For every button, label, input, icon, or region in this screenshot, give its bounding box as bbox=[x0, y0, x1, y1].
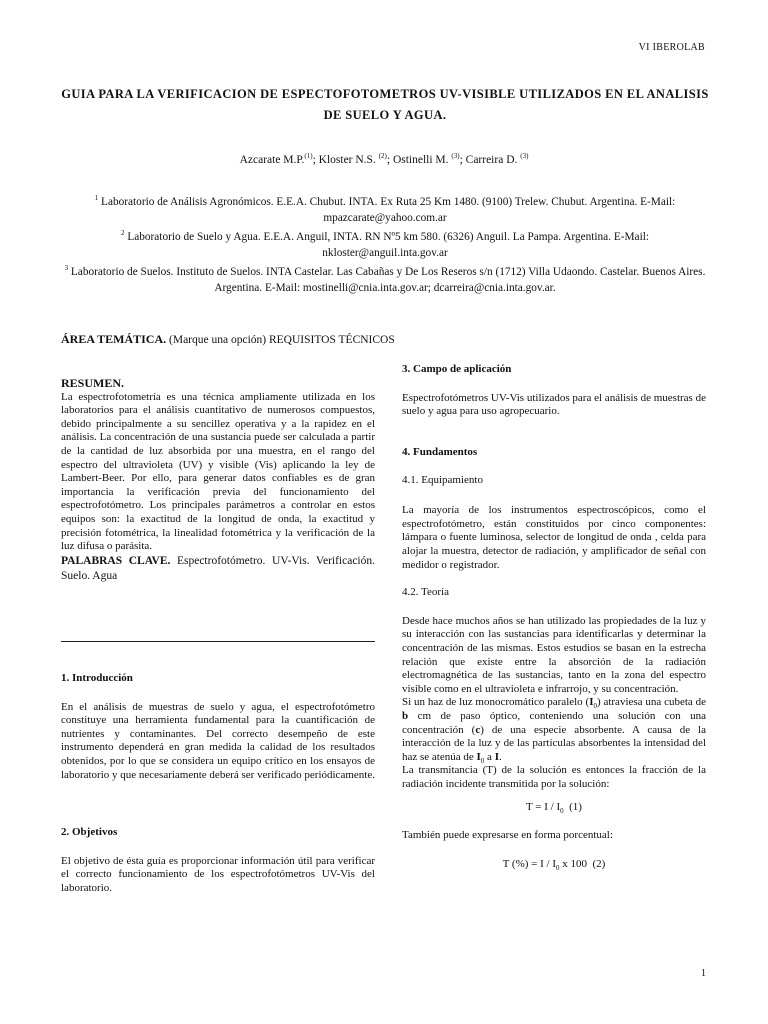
equation-2-body: T (%) = I / I bbox=[502, 857, 557, 870]
affiliation-2-number: 2 bbox=[121, 229, 125, 238]
teoria-paragraph-1: Desde hace muchos años se han utilizado las propiedades de la luz y su interacción con las sustancias para identificarlas y determinar la concentración de las mismas. Estos estudios se basan en la estrecha relación que existe entre la absorción de la radiación electromagnética de las sustancias, tanto en la zona del espectro visible como en el ultravioleta e infrarrojo, y su concentración. bbox=[402, 614, 706, 695]
equipamiento-text: La mayoría de los instrumentos espectroscópicos, como el espectrofotómetro, están constituidos por cinco componentes: lámpara o fuente luminosa, selector de longitud de onda , celda para alojar la muestra, detector de radiación, y amplificador de señal con medidor o registrador. bbox=[402, 504, 706, 571]
author-1: Azcarate M.P. bbox=[239, 154, 305, 166]
equation-1-body: T = I / I bbox=[526, 801, 561, 814]
thematic-area-hint: (Marque una opción) bbox=[166, 334, 269, 346]
equation-2-number: x 100 (2) bbox=[559, 857, 606, 870]
author-4-affil: (3) bbox=[520, 152, 529, 161]
symbol-c: c bbox=[475, 723, 481, 736]
symbol-i0-second-subscript: 0 bbox=[480, 756, 485, 765]
author-1-affil: (1) bbox=[304, 152, 313, 161]
symbol-i0-subscript: 0 bbox=[593, 702, 597, 711]
keywords-text: Espectrofotómetro. UV-Vis. Verificación. Suelo. Agua bbox=[61, 554, 376, 582]
teoria-paragraph-2 bbox=[402, 696, 706, 764]
page-number: 1 bbox=[701, 968, 706, 979]
affiliations bbox=[60, 194, 710, 299]
fundamentos-heading: 4. Fundamentos bbox=[402, 446, 478, 458]
author-3: ; Ostinelli M. bbox=[386, 154, 449, 166]
campo-text: Espectrofotómetros UV-Vis utilizados para el análisis de muestras de suelo y agua para uso agropecuario. bbox=[402, 391, 706, 418]
teoria-p2-part-c: cm de paso óptico, conteniendo una solución con una concentración ( bbox=[402, 709, 706, 736]
equation-2-subscript: 0 bbox=[556, 863, 560, 872]
author-3-affil: (3) bbox=[451, 152, 460, 161]
teoria-p2-part-a: Si un haz de luz monocromático paralelo ( bbox=[402, 696, 590, 709]
objetivos-text: El objetivo de ésta guía es proporcionar información útil para verificar el correcto funcionamiento de los espectrofotómetros UV-Vis del laboratorio. bbox=[61, 854, 375, 894]
resumen-text: La espectrofotometría es una técnica ampliamente utilizada en los laboratorios para el análisis cuantitativo de numerosos compuestos, debido principalmente a su sencillez operativa y a la rapidez en el análisis. La concentración de una sustancia puede ser calculada a partir de la cantidad de luz absorbida por una muestra, en el rango del espectro del ultravioleta (UV) y visible (Vis) aplicando la ley de Lambert-Beer. Por ello, para generar datos confiables es de gran importancia la verificación previa del funcionamiento del espectrofotómetro. Los principales parámetros a controlar en estos equipos son: la exactitud de la longitud de onda, la exactitud y precisión fotométrica, la linealidad fotométrica y la verificación de la luz difusa o parásita. bbox=[61, 390, 375, 553]
teoria-p2-part-e: a bbox=[484, 750, 495, 763]
affiliation-3 bbox=[60, 264, 710, 296]
fundamentos-section bbox=[402, 446, 706, 871]
affiliation-1-text: Laboratorio de Análisis Agronómicos. E.E.A. Chubut. INTA. Ex Ruta 25 Km 1480. (9100) Trelew. Chubut. Argentina. E-Mail: mpazcarate@yahoo.com.ar bbox=[98, 196, 676, 224]
affiliation-1 bbox=[60, 194, 710, 226]
affiliation-2-text: Laboratorio de Suelo y Agua. E.E.A. Anguil, INTA. RN Nº5 km 580. (6326) Anguil. La Pampa. Argentina. E-Mail: nkloster@anguil.inta.gov.ar bbox=[124, 231, 649, 259]
intro-heading: 1. Introducción bbox=[61, 672, 133, 684]
keywords-label: PALABRAS CLAVE. bbox=[61, 554, 171, 567]
author-2-affil: (2) bbox=[378, 152, 387, 161]
title-line-2: DE SUELO Y AGUA. bbox=[323, 108, 447, 122]
porcentual-text: También puede expresarse en forma porcentual: bbox=[402, 829, 613, 842]
symbol-i0: I bbox=[589, 696, 594, 709]
resumen-heading: RESUMEN. bbox=[61, 376, 125, 390]
author-4: ; Carreira D. bbox=[459, 154, 518, 166]
thematic-area-label: ÁREA TEMÁTICA. bbox=[61, 332, 167, 346]
header-event: VI IBEROLAB bbox=[638, 42, 705, 53]
affiliation-2 bbox=[60, 229, 710, 261]
equation-1-subscript: 0 bbox=[560, 807, 564, 816]
teoria-p2-part-b: ) atraviesa una cubeta de bbox=[596, 696, 706, 709]
symbol-i0-second: I bbox=[476, 750, 481, 763]
affiliation-1-number: 1 bbox=[94, 194, 99, 203]
equation-2 bbox=[402, 858, 706, 872]
thematic-area bbox=[61, 332, 395, 347]
objetivos-heading: 2. Objetivos bbox=[61, 826, 118, 838]
equipamiento-subheading: 4.1. Equipamiento bbox=[402, 473, 483, 486]
teoria-subheading: 4.2. Teoría bbox=[402, 586, 449, 599]
teoria-p2-part-f: . bbox=[498, 750, 502, 763]
equation-1-number: (1) bbox=[563, 801, 582, 814]
author-2: ; Kloster N.S. bbox=[312, 154, 376, 166]
section-divider bbox=[61, 641, 375, 642]
campo-heading: 3. Campo de aplicación bbox=[402, 363, 512, 375]
objetivos-section bbox=[61, 826, 375, 895]
paper-title bbox=[60, 84, 710, 126]
intro-section bbox=[61, 672, 375, 782]
affiliation-3-number: 3 bbox=[64, 264, 69, 273]
symbol-i: I bbox=[494, 750, 499, 763]
teoria-paragraph-3: La transmitancia (T) de la solución es entonces la fracción de la radiación incidente transmitida por la solución: bbox=[402, 764, 706, 790]
affiliation-3-text: Laboratorio de Suelos. Instituto de Suelos. INTA Castelar. Las Cabañas y De Los Reseros s/n (1712) Villa Udaondo. Castelar. Buenos Aires. Argentina. E-Mail: mostinelli@cnia.inta.gov.ar; dcarreira@cnia.inta.gov.ar. bbox=[68, 266, 706, 294]
thematic-area-value: REQUISITOS TÉCNICOS bbox=[268, 334, 395, 346]
intro-text: En el análisis de muestras de suelo y agua, el espectrofotómetro constituye una herramienta fundamental para la cuantificación de nutrientes y contaminantes. Del correcto desempeño de este instrumento dependerá en gran medida la calidad de los resultados obtenidos, por lo que se considera un equipo crítico en los ensayos de laboratorio y que necesariamente deberá ser verificado periódicamente. bbox=[61, 700, 375, 781]
symbol-b: b bbox=[402, 709, 409, 722]
teoria-p2-part-d: ) de una especie absorbente. A causa de la interacción de la luz y de las partículas absorbentes la intensidad del haz se atenúa de bbox=[402, 723, 706, 763]
campo-section bbox=[402, 363, 706, 419]
keywords bbox=[61, 554, 375, 584]
resumen-section bbox=[61, 377, 375, 584]
title-line-1: GUIA PARA LA VERIFICACION DE ESPECTOFOTOMETROS UV-VISIBLE UTILIZADOS EN EL ANALISIS bbox=[61, 87, 709, 101]
equation-1 bbox=[402, 801, 706, 815]
author-list bbox=[0, 154, 768, 166]
